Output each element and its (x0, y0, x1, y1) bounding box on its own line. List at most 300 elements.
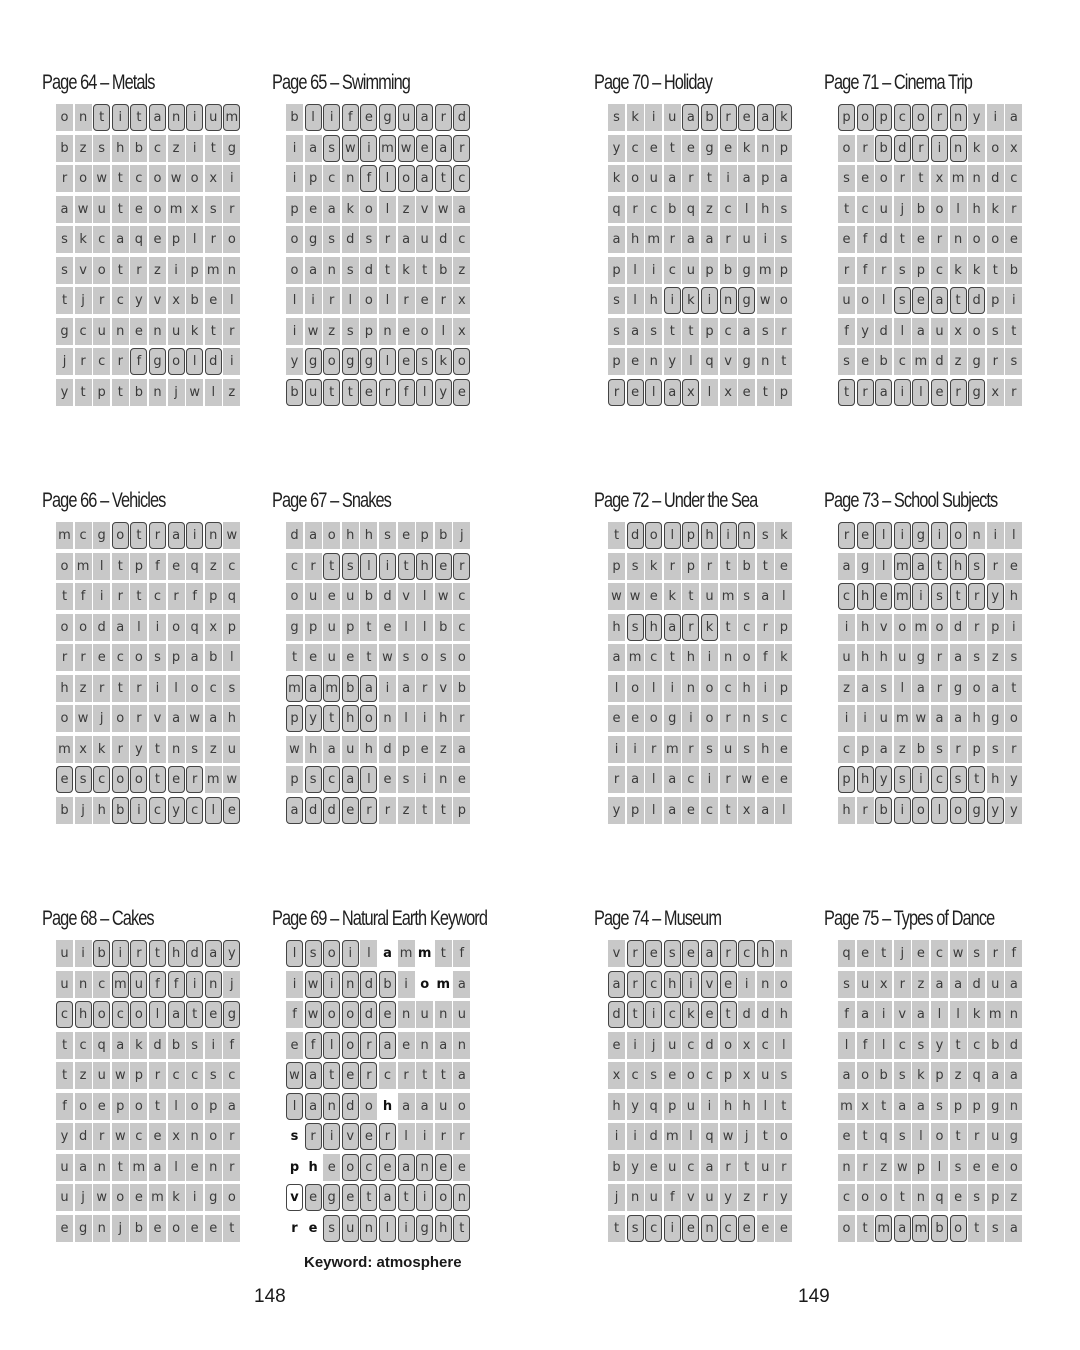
grid-letter: a (398, 675, 415, 702)
grid-letter: o (987, 135, 1004, 162)
grid-letter: f (838, 318, 855, 345)
grid-letter: s (738, 583, 755, 610)
grid-letter: m (894, 553, 911, 580)
grid-letter: y (130, 736, 147, 763)
grid-letter: p (775, 614, 792, 641)
grid-letter: o (360, 705, 377, 732)
grid-letter: e (149, 1123, 166, 1150)
grid-letter: l (186, 348, 203, 375)
grid-letter: w (305, 1001, 322, 1028)
grid-letter: i (645, 1001, 662, 1028)
grid-letter: n (360, 1215, 377, 1242)
grid-letter: o (168, 1215, 185, 1242)
grid-letter: k (775, 522, 792, 549)
grid-letter: k (701, 614, 718, 641)
grid-letter: e (305, 1215, 322, 1242)
grid-letter: u (701, 1184, 718, 1211)
grid-letter: b (931, 1215, 948, 1242)
grid-letter: o (838, 1215, 855, 1242)
grid-letter: i (894, 379, 911, 406)
grid-letter: a (112, 1032, 129, 1059)
grid-letter: k (738, 135, 755, 162)
grid-letter: i (75, 940, 92, 967)
grid-letter: l (130, 614, 147, 641)
grid-letter: i (720, 522, 737, 549)
grid-letter: m (205, 766, 222, 793)
grid-letter: r (435, 1123, 452, 1150)
grid-letter: t (149, 940, 166, 967)
grid-letter: p (987, 1184, 1004, 1211)
grid-letter: c (453, 614, 470, 641)
grid-letter: i (360, 135, 377, 162)
grid-letter: o (912, 797, 929, 824)
grid-letter: t (720, 614, 737, 641)
grid-letter: o (186, 1093, 203, 1120)
grid-letter: i (149, 675, 166, 702)
grid-letter: j (894, 940, 911, 967)
grid-letter: d (323, 797, 340, 824)
grid-letter: n (323, 257, 340, 284)
grid-letter: b (286, 379, 303, 406)
grid-letter: b (93, 940, 110, 967)
grid-letter: i (186, 971, 203, 998)
letter-grid (286, 940, 472, 1242)
grid-letter: f (149, 553, 166, 580)
grid-letter: f (857, 226, 874, 253)
grid-letter: n (453, 1032, 470, 1059)
grid-letter: p (305, 165, 322, 192)
grid-letter: t (950, 287, 967, 314)
grid-letter: o (323, 522, 340, 549)
grid-letter: a (664, 614, 681, 641)
grid-letter: c (627, 135, 644, 162)
grid-letter: t (56, 583, 73, 610)
grid-letter: l (931, 797, 948, 824)
grid-letter: x (738, 797, 755, 824)
grid-letter: e (130, 1184, 147, 1211)
grid-letter: g (912, 522, 929, 549)
grid-letter: m (894, 705, 911, 732)
grid-letter: e (286, 1032, 303, 1059)
grid-letter: z (701, 196, 718, 223)
grid-letter: e (435, 553, 452, 580)
grid-letter: s (931, 583, 948, 610)
grid-letter: m (912, 614, 929, 641)
grid-letter: a (416, 1093, 433, 1120)
grid-letter: s (56, 226, 73, 253)
grid-letter: d (342, 226, 359, 253)
grid-letter: l (416, 614, 433, 641)
grid-letter: u (664, 104, 681, 131)
grid-letter: s (894, 1062, 911, 1089)
grid-letter: e (738, 104, 755, 131)
grid-letter: f (857, 257, 874, 284)
grid-letter: w (186, 705, 203, 732)
grid-letter: n (775, 940, 792, 967)
grid-letter: t (112, 165, 129, 192)
grid-letter: s (838, 165, 855, 192)
grid-letter: c (838, 1184, 855, 1211)
grid-letter: r (664, 226, 681, 253)
grid-letter: a (205, 940, 222, 967)
grid-letter: e (453, 1154, 470, 1181)
grid-letter: b (875, 135, 892, 162)
grid-letter: y (627, 1093, 644, 1120)
grid-letter: i (186, 522, 203, 549)
grid-letter: t (757, 1123, 774, 1150)
grid-letter: b (112, 797, 129, 824)
grid-letter: g (857, 553, 874, 580)
grid-letter: e (168, 553, 185, 580)
grid-letter: n (950, 226, 967, 253)
grid-letter: o (1005, 705, 1022, 732)
grid-letter: r (360, 1032, 377, 1059)
grid-letter: r (720, 104, 737, 131)
grid-letter: c (645, 196, 662, 223)
grid-letter: i (912, 766, 929, 793)
grid-letter: n (950, 135, 967, 162)
grid-letter: o (857, 1184, 874, 1211)
grid-letter: j (894, 196, 911, 223)
grid-letter: d (453, 104, 470, 131)
grid-letter: o (857, 287, 874, 314)
grid-letter: m (720, 583, 737, 610)
grid-letter: d (305, 797, 322, 824)
grid-letter: z (1005, 1184, 1022, 1211)
grid-letter: d (435, 226, 452, 253)
grid-letter: e (857, 165, 874, 192)
grid-letter: c (149, 583, 166, 610)
grid-letter: e (738, 379, 755, 406)
grid-letter: i (1005, 287, 1022, 314)
grid-letter: i (130, 797, 147, 824)
grid-letter: h (738, 1093, 755, 1120)
grid-letter: i (701, 287, 718, 314)
grid-letter: s (894, 766, 911, 793)
grid-letter: i (838, 614, 855, 641)
grid-letter: u (398, 104, 415, 131)
grid-letter: e (912, 940, 929, 967)
grid-letter: g (286, 614, 303, 641)
grid-letter: l (875, 522, 892, 549)
grid-letter: p (682, 553, 699, 580)
grid-letter: r (857, 797, 874, 824)
grid-letter: t (149, 736, 166, 763)
grid-letter: t (360, 1184, 377, 1211)
grid-letter: w (435, 583, 452, 610)
grid-letter: e (223, 797, 240, 824)
grid-letter: l (342, 287, 359, 314)
grid-letter: h (950, 553, 967, 580)
grid-letter: e (757, 766, 774, 793)
grid-letter: e (627, 705, 644, 732)
grid-letter: h (775, 1001, 792, 1028)
grid-letter: c (701, 797, 718, 824)
grid-letter: c (857, 196, 874, 223)
grid-letter: a (453, 1062, 470, 1089)
grid-letter: a (305, 1062, 322, 1089)
grid-letter: r (1005, 736, 1022, 763)
puzzle-title: Page 67 – Snakes (272, 489, 391, 512)
grid-letter: c (112, 287, 129, 314)
grid-letter: a (56, 196, 73, 223)
grid-letter: c (894, 348, 911, 375)
grid-letter: f (757, 644, 774, 671)
grid-letter: z (738, 1184, 755, 1211)
grid-letter: r (149, 522, 166, 549)
grid-letter: z (398, 196, 415, 223)
letter-grid (56, 940, 242, 1242)
grid-letter: h (360, 736, 377, 763)
grid-letter: r (720, 705, 737, 732)
grid-letter: d (360, 257, 377, 284)
grid-letter: a (112, 614, 129, 641)
grid-letter: t (416, 797, 433, 824)
grid-letter: l (875, 553, 892, 580)
grid-letter: w (720, 1123, 737, 1150)
grid-letter: t (342, 379, 359, 406)
grid-letter: t (93, 104, 110, 131)
grid-letter: c (664, 257, 681, 284)
grid-letter: t (398, 553, 415, 580)
grid-letter: r (664, 553, 681, 580)
grid-letter: q (682, 196, 699, 223)
grid-letter: n (757, 135, 774, 162)
grid-letter: t (838, 379, 855, 406)
grid-letter: t (664, 644, 681, 671)
keyword-answer: Keyword: atmosphere (304, 1254, 462, 1271)
grid-letter: e (757, 1215, 774, 1242)
grid-letter: q (931, 1184, 948, 1211)
grid-letter: t (757, 553, 774, 580)
grid-letter: s (186, 736, 203, 763)
grid-letter: t (627, 1001, 644, 1028)
grid-letter: i (286, 318, 303, 345)
grid-letter: t (323, 553, 340, 580)
grid-letter: o (149, 165, 166, 192)
grid-letter: o (453, 348, 470, 375)
grid-letter: k (664, 583, 681, 610)
grid-letter: b (168, 1032, 185, 1059)
grid-letter: a (360, 675, 377, 702)
grid-letter: a (416, 104, 433, 131)
grid-letter: g (342, 348, 359, 375)
grid-letter: r (130, 940, 147, 967)
puzzle-title: Page 71 – Cinema Trip (824, 71, 972, 94)
grid-letter: y (286, 348, 303, 375)
grid-letter: a (416, 165, 433, 192)
grid-letter: z (838, 675, 855, 702)
grid-letter: p (627, 797, 644, 824)
grid-letter: i (987, 522, 1004, 549)
grid-letter: t (130, 583, 147, 610)
grid-letter: n (645, 348, 662, 375)
grid-letter: i (931, 522, 948, 549)
grid-letter: d (757, 1001, 774, 1028)
grid-letter: x (738, 1062, 755, 1089)
grid-letter: p (360, 318, 377, 345)
grid-letter: p (130, 1062, 147, 1089)
grid-letter: l (286, 287, 303, 314)
grid-letter: o (93, 1001, 110, 1028)
grid-letter: t (894, 226, 911, 253)
grid-letter: l (416, 583, 433, 610)
grid-letter: p (701, 318, 718, 345)
grid-letter: o (75, 1093, 92, 1120)
grid-letter: e (453, 379, 470, 406)
grid-letter: i (608, 736, 625, 763)
grid-letter: t (950, 583, 967, 610)
grid-letter: s (627, 1215, 644, 1242)
grid-letter: o (775, 287, 792, 314)
grid-letter: n (1005, 1001, 1022, 1028)
grid-letter: n (435, 1001, 452, 1028)
grid-letter: i (894, 797, 911, 824)
grid-letter: e (360, 104, 377, 131)
grid-letter: a (875, 736, 892, 763)
grid-letter: i (379, 553, 396, 580)
grid-letter: b (875, 348, 892, 375)
grid-letter: u (682, 1093, 699, 1120)
grid-letter: m (912, 348, 929, 375)
grid-letter: c (130, 165, 147, 192)
grid-letter: z (205, 736, 222, 763)
grid-letter: a (608, 226, 625, 253)
grid-letter: u (93, 196, 110, 223)
grid-letter: i (701, 1093, 718, 1120)
grid-letter: o (186, 165, 203, 192)
grid-letter: t (738, 1154, 755, 1181)
grid-letter: r (416, 675, 433, 702)
grid-letter: q (875, 1123, 892, 1150)
grid-letter: a (838, 1062, 855, 1089)
grid-letter: c (149, 797, 166, 824)
grid-letter: d (93, 614, 110, 641)
grid-letter: c (968, 1032, 985, 1059)
grid-letter: t (112, 257, 129, 284)
grid-letter: u (416, 226, 433, 253)
grid-letter: i (186, 104, 203, 131)
grid-letter: l (360, 766, 377, 793)
grid-letter: p (968, 1093, 985, 1120)
grid-letter: i (416, 1184, 433, 1211)
grid-letter: s (323, 135, 340, 162)
grid-letter: c (645, 644, 662, 671)
grid-letter: c (93, 226, 110, 253)
grid-letter: t (286, 644, 303, 671)
grid-letter: t (360, 614, 377, 641)
grid-letter: p (130, 553, 147, 580)
grid-letter: n (968, 522, 985, 549)
grid-letter: c (838, 736, 855, 763)
grid-letter: u (720, 736, 737, 763)
grid-letter: h (720, 1093, 737, 1120)
grid-letter: p (286, 766, 303, 793)
grid-letter: u (875, 705, 892, 732)
grid-letter: a (435, 1032, 452, 1059)
grid-letter: h (168, 940, 185, 967)
grid-letter: x (205, 165, 222, 192)
grid-letter: s (323, 1215, 340, 1242)
grid-letter: d (931, 348, 948, 375)
grid-letter: d (894, 135, 911, 162)
grid-letter: r (627, 971, 644, 998)
grid-letter: c (149, 135, 166, 162)
puzzle-12 (824, 906, 1024, 1242)
grid-letter: m (56, 522, 73, 549)
grid-letter: s (56, 257, 73, 284)
grid-letter: t (875, 1093, 892, 1120)
grid-letter: t (149, 766, 166, 793)
grid-letter: f (130, 348, 147, 375)
grid-letter: f (664, 1184, 681, 1211)
grid-letter: a (168, 522, 185, 549)
grid-letter: o (286, 257, 303, 284)
grid-letter: r (130, 675, 147, 702)
grid-letter: z (453, 257, 470, 284)
grid-letter: r (1005, 196, 1022, 223)
grid-letter: o (93, 257, 110, 284)
grid-letter: e (56, 1215, 73, 1242)
grid-letter: l (360, 553, 377, 580)
grid-letter: c (112, 1001, 129, 1028)
grid-letter: a (682, 104, 699, 131)
grid-letter: n (757, 348, 774, 375)
grid-letter: v (416, 196, 433, 223)
grid-letter: u (342, 1215, 359, 1242)
grid-letter: a (305, 135, 322, 162)
grid-letter: t (205, 318, 222, 345)
grid-letter: p (701, 257, 718, 284)
grid-letter: y (56, 379, 73, 406)
grid-letter: n (93, 1154, 110, 1181)
grid-letter: c (645, 1215, 662, 1242)
grid-letter: j (112, 1215, 129, 1242)
grid-letter: a (950, 971, 967, 998)
grid-letter: n (112, 318, 129, 345)
grid-letter: k (775, 644, 792, 671)
grid-letter: e (857, 940, 874, 967)
grid-letter: u (757, 1154, 774, 1181)
grid-letter: u (738, 226, 755, 253)
grid-letter: s (968, 644, 985, 671)
puzzle-4 (824, 70, 1024, 406)
grid-letter: e (398, 318, 415, 345)
grid-letter: u (757, 1062, 774, 1089)
puzzle-10 (272, 906, 488, 1242)
grid-letter: p (838, 104, 855, 131)
grid-letter: c (738, 614, 755, 641)
grid-letter: e (987, 1154, 1004, 1181)
grid-letter: m (664, 1123, 681, 1150)
grid-letter: k (93, 736, 110, 763)
grid-letter: b (186, 287, 203, 314)
grid-letter: o (342, 1001, 359, 1028)
grid-letter: q (701, 1123, 718, 1150)
grid-letter: g (93, 522, 110, 549)
grid-letter: r (608, 379, 625, 406)
grid-letter: o (416, 318, 433, 345)
grid-letter: p (775, 379, 792, 406)
grid-letter: o (323, 940, 340, 967)
grid-letter: o (56, 705, 73, 732)
grid-letter: o (56, 104, 73, 131)
grid-letter: n (205, 971, 222, 998)
grid-letter: e (342, 1184, 359, 1211)
grid-letter: h (857, 583, 874, 610)
grid-letter: a (931, 971, 948, 998)
grid-letter: h (987, 766, 1004, 793)
